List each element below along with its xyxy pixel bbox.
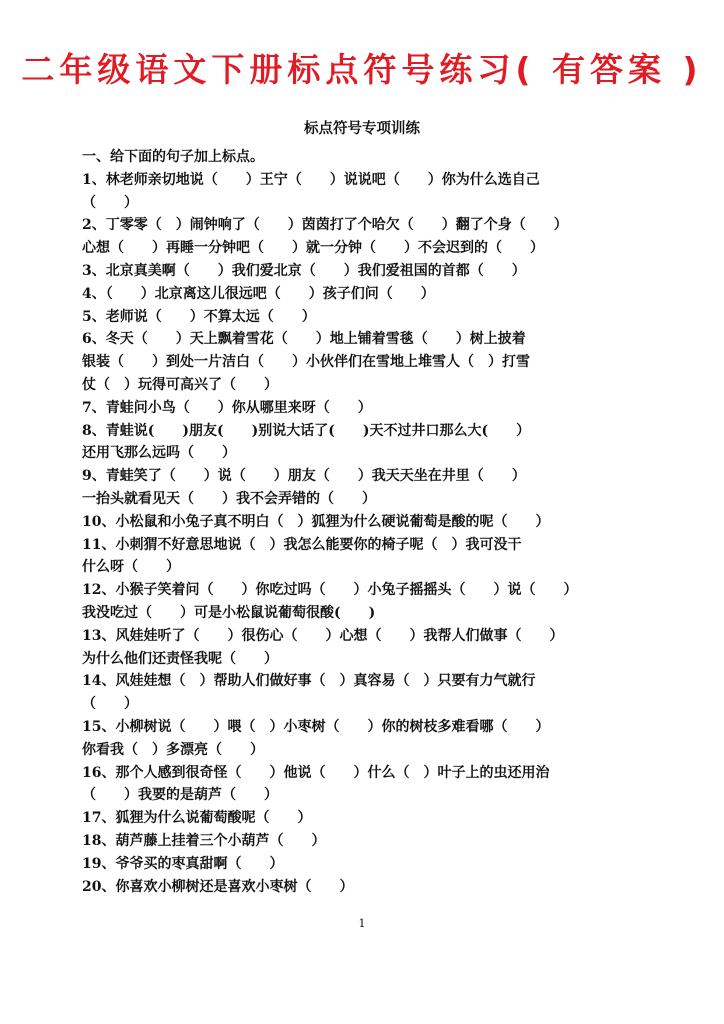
exercise-line: 13、风娃娃听了（ ）很伤心（ ）心想（ ）我帮人们做事（ ）: [82, 627, 564, 644]
exercise-line: 7、青蛙问小鸟（ ）你从哪里来呀（ ）: [82, 399, 372, 416]
exercise-line: 什么呀（ ）: [82, 559, 180, 576]
exercise-line: 15、小柳树说（ ）喂（ ）小枣树（ ）你的树枝多难看哪（ ）: [82, 718, 550, 735]
exercise-line: （ ）我要的是葫芦（ ）: [82, 787, 278, 804]
document-title: 二年级语文下册标点符号练习( 有答案 ): [21, 50, 703, 89]
exercise-line: 还用飞那么远吗（ ）: [82, 445, 236, 462]
exercise-line: 16、那个人感到很奇怪（ ）他说（ ）什么（ ）叶子上的虫还用治: [82, 764, 550, 781]
exercise-line: 银装（ ）到处一片洁白（ ）小伙伴们在雪地上堆雪人（ ）打雪: [82, 354, 530, 371]
exercise-line: 14、风娃娃想（ ）帮助人们做好事（ ）真容易（ ）只要有力气就行: [82, 673, 536, 690]
exercise-line: 10、小松鼠和小兔子真不明白（ ）狐狸为什么硬说葡萄是酸的呢（ ）: [82, 513, 550, 530]
exercise-line: 为什么他们还责怪我呢（ ）: [82, 650, 278, 667]
section-subtitle: 标点符号专项训练: [304, 120, 420, 137]
exercise-line: 2、丁零零（ ）闹钟响了（ ）茵茵打了个哈欠（ ）翻了个身（ ）: [82, 217, 568, 234]
exercise-line: 19、爷爷买的枣真甜啊（ ）: [82, 855, 284, 872]
exercise-line: 20、你喜欢小柳树还是喜欢小枣树（ ）: [82, 878, 354, 895]
exercise-line: 我没吃过（ ）可是小松鼠说葡萄很酸( ): [82, 604, 376, 621]
exercise-line: 9、青蛙笑了（ ）说（ ）朋友（ ）我天天坐在井里（ ）: [82, 468, 526, 485]
exercise-line: 4、（ ）北京离这儿很远吧（ ）孩子们问（ ）: [82, 285, 435, 302]
exercise-line: （ ）: [82, 194, 138, 211]
exercise-line: 心想（ ）再睡一分钟吧（ ）就一分钟（ ）不会迟到的（ ）: [82, 240, 544, 257]
exercise-line: 一抬头就看见天（ ）我不会弄错的（ ）: [82, 490, 376, 507]
exercise-line: 你看我（ ）多漂亮（ ）: [82, 741, 264, 758]
exercise-line: 5、老师说（ ）不算太远（ ）: [82, 308, 316, 325]
exercise-line: 3、北京真美啊（ ）我们爱北京（ ）我们爱祖国的首都（ ）: [82, 262, 526, 279]
exercise-line: 仗（ ）玩得可高兴了（ ）: [82, 376, 278, 393]
exercise-line: 18、葫芦藤上挂着三个小葫芦（ ）: [82, 832, 326, 849]
exercise-line: 11、小刺猬不好意思地说（ ）我怎么能要你的椅子呢（ ）我可没干: [82, 536, 522, 553]
page-number: 1: [358, 917, 366, 930]
exercise-line: 8、青蛙说( )朋友( )别说大话了( )天不过井口那么大( ）: [82, 422, 531, 439]
exercise-line: 17、狐狸为什么说葡萄酸呢（ ）: [82, 810, 312, 827]
exercise-line: 12、小猴子笑着问（ ）你吃过吗（ ）小兔子摇摇头（ ）说（ ）: [82, 582, 578, 599]
exercise-line: （ ）: [82, 696, 138, 713]
exercise-line: 6、冬天（ ）天上飘着雪花（ ）地上铺着雪毯（ ）树上披着: [82, 331, 526, 348]
exercise-list: [82, 146, 642, 898]
section-heading: 一、给下面的句子加上标点。: [82, 149, 264, 165]
exercise-line: 1、林老师亲切地说（ ）王宁（ ）说说吧（ ）你为什么选自己: [82, 171, 540, 188]
